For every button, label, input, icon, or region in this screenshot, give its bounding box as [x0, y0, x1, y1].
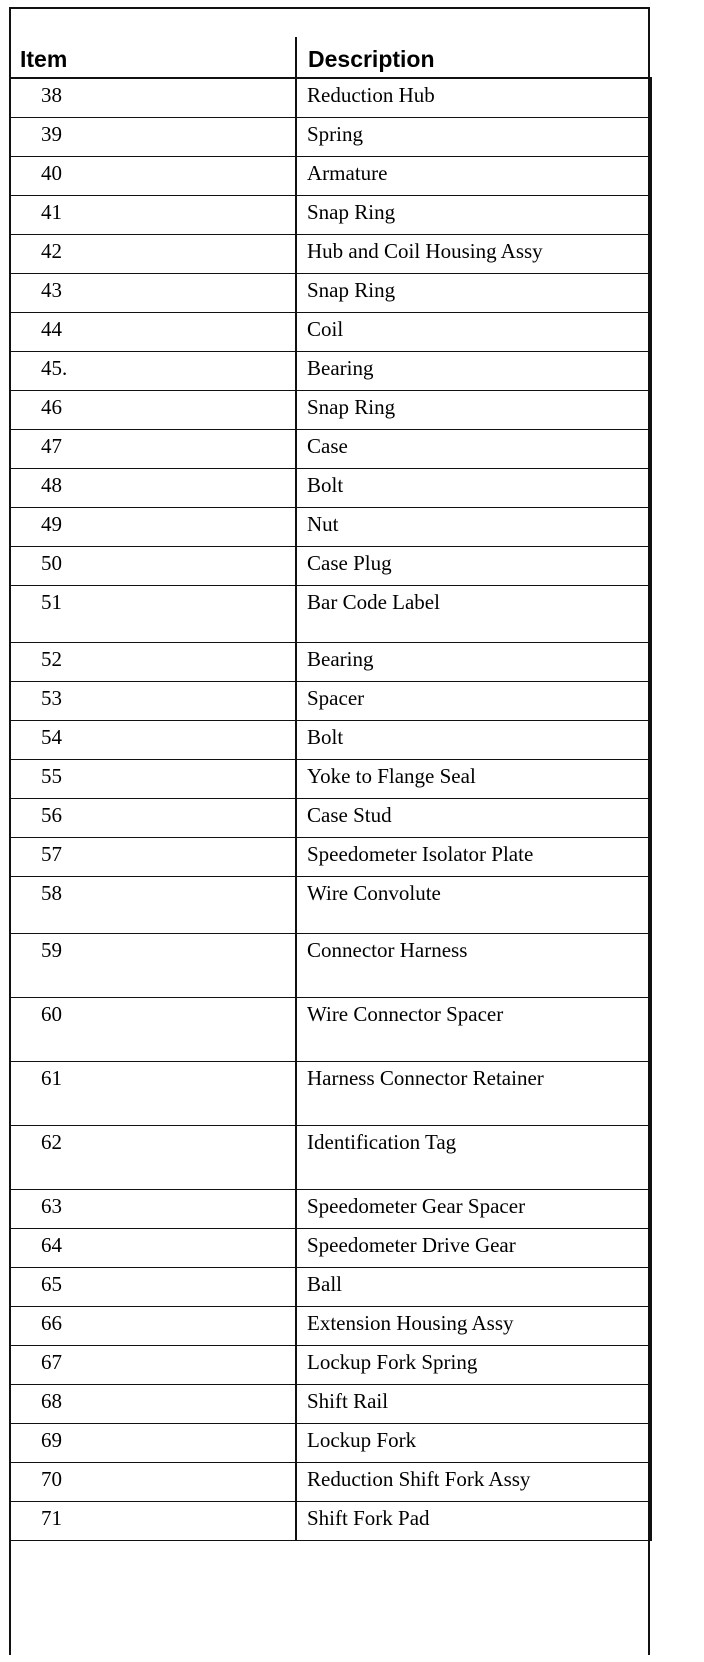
description-cell: Case Plug [296, 546, 651, 585]
description-cell: Speedometer Gear Spacer [296, 1189, 651, 1228]
table-row [10, 1423, 651, 1462]
description-cell: Bolt [296, 720, 651, 759]
description-cell: Case [296, 429, 651, 468]
item-number-cell: 57 [10, 837, 296, 876]
table-row [10, 876, 651, 933]
table-body [10, 78, 651, 1540]
item-number-cell: 51 [10, 585, 296, 642]
table-row [10, 1501, 651, 1540]
table-row [10, 312, 651, 351]
item-number-cell: 67 [10, 1345, 296, 1384]
description-cell: Lockup Fork Spring [296, 1345, 651, 1384]
table-header [10, 37, 651, 78]
item-number-cell: 55 [10, 759, 296, 798]
description-cell: Nut [296, 507, 651, 546]
description-cell: Harness Connector Retainer [296, 1061, 651, 1125]
description-cell: Snap Ring [296, 195, 651, 234]
table-row [10, 117, 651, 156]
item-number-cell: 63 [10, 1189, 296, 1228]
table-row [10, 156, 651, 195]
header-row [10, 37, 651, 78]
description-cell: Bearing [296, 642, 651, 681]
table-row [10, 390, 651, 429]
table-row [10, 351, 651, 390]
table-row [10, 933, 651, 997]
description-cell: Wire Convolute [296, 876, 651, 933]
description-cell: Wire Connector Spacer [296, 997, 651, 1061]
table-row [10, 837, 651, 876]
table-row [10, 720, 651, 759]
item-number-cell: 62 [10, 1125, 296, 1189]
item-number-cell: 44 [10, 312, 296, 351]
description-cell: Ball [296, 1267, 651, 1306]
item-number-cell: 46 [10, 390, 296, 429]
item-number-cell: 66 [10, 1306, 296, 1345]
description-cell: Speedometer Isolator Plate [296, 837, 651, 876]
description-cell: Bearing [296, 351, 651, 390]
item-number-cell: 70 [10, 1462, 296, 1501]
description-cell: Bolt [296, 468, 651, 507]
table-row [10, 1189, 651, 1228]
description-cell: Hub and Coil Housing Assy [296, 234, 651, 273]
description-cell: Bar Code Label [296, 585, 651, 642]
description-cell: Reduction Shift Fork Assy [296, 1462, 651, 1501]
item-number-cell: 47 [10, 429, 296, 468]
column-header-description: Description [296, 37, 651, 78]
item-number-cell: 69 [10, 1423, 296, 1462]
table-row [10, 546, 651, 585]
table-row [10, 1228, 651, 1267]
item-number-cell: 41 [10, 195, 296, 234]
description-cell: Case Stud [296, 798, 651, 837]
column-header-item: Item [10, 37, 296, 78]
table-row [10, 1384, 651, 1423]
table-row [10, 798, 651, 837]
table-row [10, 997, 651, 1061]
table-row [10, 1125, 651, 1189]
description-cell: Connector Harness [296, 933, 651, 997]
item-number-cell: 45. [10, 351, 296, 390]
table-row [10, 759, 651, 798]
table-row [10, 78, 651, 117]
item-number-cell: 64 [10, 1228, 296, 1267]
item-number-cell: 43 [10, 273, 296, 312]
table-row [10, 1306, 651, 1345]
table-row [10, 1462, 651, 1501]
item-number-cell: 53 [10, 681, 296, 720]
item-number-cell: 52 [10, 642, 296, 681]
item-number-cell: 56 [10, 798, 296, 837]
description-cell: Spacer [296, 681, 651, 720]
item-number-cell: 59 [10, 933, 296, 997]
description-cell: Snap Ring [296, 390, 651, 429]
table-row [10, 468, 651, 507]
item-number-cell: 38 [10, 78, 296, 117]
item-number-cell: 50 [10, 546, 296, 585]
description-cell: Speedometer Drive Gear [296, 1228, 651, 1267]
table-row [10, 585, 651, 642]
item-number-cell: 60 [10, 997, 296, 1061]
table-row [10, 681, 651, 720]
item-number-cell: 65 [10, 1267, 296, 1306]
table-row [10, 507, 651, 546]
item-number-cell: 54 [10, 720, 296, 759]
item-number-cell: 39 [10, 117, 296, 156]
table-row [10, 1267, 651, 1306]
description-cell: Armature [296, 156, 651, 195]
item-number-cell: 71 [10, 1501, 296, 1540]
item-number-cell: 58 [10, 876, 296, 933]
table-row [10, 1061, 651, 1125]
description-cell: Yoke to Flange Seal [296, 759, 651, 798]
description-cell: Reduction Hub [296, 78, 651, 117]
description-cell: Shift Fork Pad [296, 1501, 651, 1540]
description-cell: Lockup Fork [296, 1423, 651, 1462]
table-row [10, 642, 651, 681]
table-row [10, 429, 651, 468]
table-row [10, 1345, 651, 1384]
description-cell: Snap Ring [296, 273, 651, 312]
item-number-cell: 49 [10, 507, 296, 546]
item-number-cell: 48 [10, 468, 296, 507]
description-cell: Spring [296, 117, 651, 156]
table-row [10, 234, 651, 273]
description-cell: Extension Housing Assy [296, 1306, 651, 1345]
description-cell: Identification Tag [296, 1125, 651, 1189]
description-cell: Coil [296, 312, 651, 351]
item-number-cell: 42 [10, 234, 296, 273]
table-row [10, 195, 651, 234]
item-number-cell: 68 [10, 1384, 296, 1423]
item-number-cell: 61 [10, 1061, 296, 1125]
description-cell: Shift Rail [296, 1384, 651, 1423]
parts-table [9, 37, 652, 1541]
item-number-cell: 40 [10, 156, 296, 195]
table-row [10, 273, 651, 312]
